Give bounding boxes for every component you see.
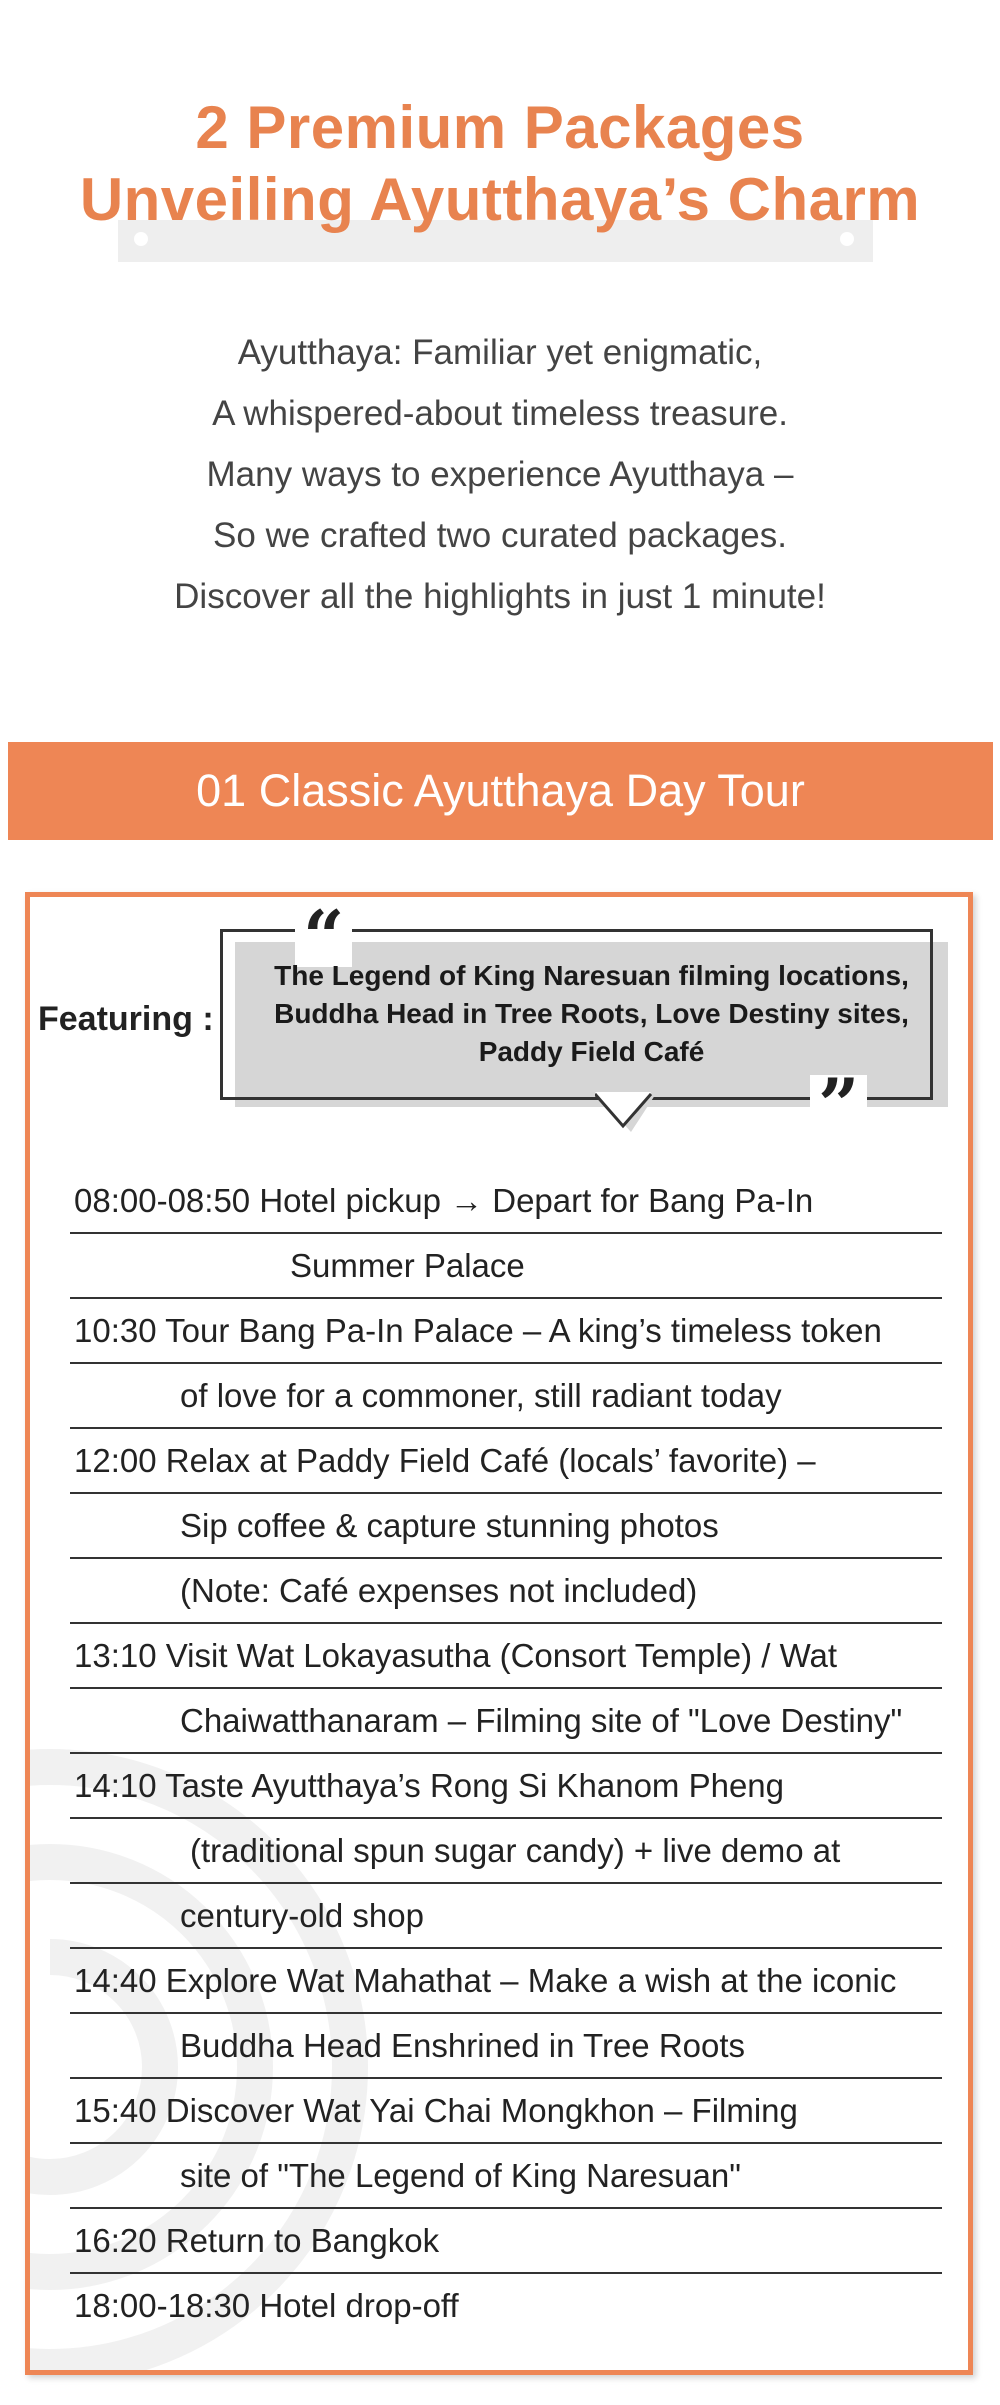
bubble-pointer-icon [595,1092,665,1136]
intro-line: Discover all the highlights in just 1 minute! [174,577,826,616]
tour-card [25,892,973,2375]
schedule-row [70,2079,942,2144]
featuring-label: Featuring : [38,1000,214,1038]
intro-line: Many ways to experience Ayutthaya – [206,455,794,494]
schedule-list [70,1169,942,2337]
featuring-line: Paddy Field Café [478,1036,705,1067]
schedule-text: 14:40 Explore Wat Mahathat – Make a wish at the iconic [74,1962,897,1999]
schedule-text: Buddha Head Enshrined in Tree Roots [180,2027,746,2064]
schedule-row [70,1494,942,1559]
page-title [0,92,1000,236]
intro-line: So we crafted two curated packages. [213,516,787,555]
schedule-row [70,1429,942,1494]
schedule-text: 12:00 Relax at Paddy Field Café (locals’ favorite) – [74,1442,816,1479]
section-title-bar: 01 Classic Ayutthaya Day Tour [8,742,993,840]
schedule-row [70,1234,942,1299]
schedule-text: Summer Palace [290,1247,525,1284]
schedule-text: site of "The Legend of King Naresuan" [180,2157,741,2194]
schedule-text: 10:30 Tour Bang Pa-In Palace – A king’s timeless token [74,1312,882,1349]
schedule-text: (Note: Café expenses not included) [180,1572,698,1609]
title-line-2: Unveiling Ayutthaya’s Charm [79,166,921,233]
schedule-text: 15:40 Discover Wat Yai Chai Mongkhon – Filming [74,2092,798,2129]
schedule-row [70,1689,942,1754]
schedule-text: Sip coffee & capture stunning photos [180,1507,719,1544]
schedule-text: of love for a commoner, still radiant today [180,1377,782,1414]
schedule-row [70,1884,942,1949]
schedule-row [70,1819,942,1884]
open-quote-icon: “ [295,907,352,967]
schedule-text: 14:10 Taste Ayutthaya’s Rong Si Khanom Pheng [74,1767,785,1804]
schedule-text: Chaiwatthanaram – Filming site of "Love Destiny" [180,1702,903,1739]
schedule-text: century-old shop [180,1897,424,1934]
schedule-row [70,2209,942,2274]
intro-paragraph [0,322,1000,627]
schedule-row [70,1949,942,2014]
schedule-row [70,2014,942,2079]
schedule-text: 16:20 Return to Bangkok [74,2222,440,2259]
schedule-row [70,1169,942,1234]
featuring-line: Buddha Head in Tree Roots, Love Destiny sites, [274,998,909,1029]
intro-line: A whispered-about timeless treasure. [212,394,788,433]
schedule-text: 18:00-18:30 Hotel drop-off [74,2287,459,2324]
schedule-row [70,2274,942,2337]
schedule-text: 08:00-08:50 Hotel pickup → Depart for Bang Pa-In [74,1182,814,1219]
schedule-row [70,2144,942,2209]
schedule-row [70,1624,942,1689]
intro-line: Ayutthaya: Familiar yet enigmatic, [237,333,763,372]
schedule-row [70,1364,942,1429]
schedule-row [70,1559,942,1624]
featuring-text [235,957,948,1071]
schedule-row [70,1299,942,1364]
close-quote-icon: ” [810,1075,867,1135]
schedule-text: (traditional spun sugar candy) + live demo at [190,1832,841,1869]
schedule-row [70,1754,942,1819]
featuring-line: The Legend of King Naresuan filming locations, [274,960,909,991]
title-line-1: 2 Premium Packages [195,94,805,161]
schedule-text: 13:10 Visit Wat Lokayasutha (Consort Temple) / Wat [74,1637,838,1674]
